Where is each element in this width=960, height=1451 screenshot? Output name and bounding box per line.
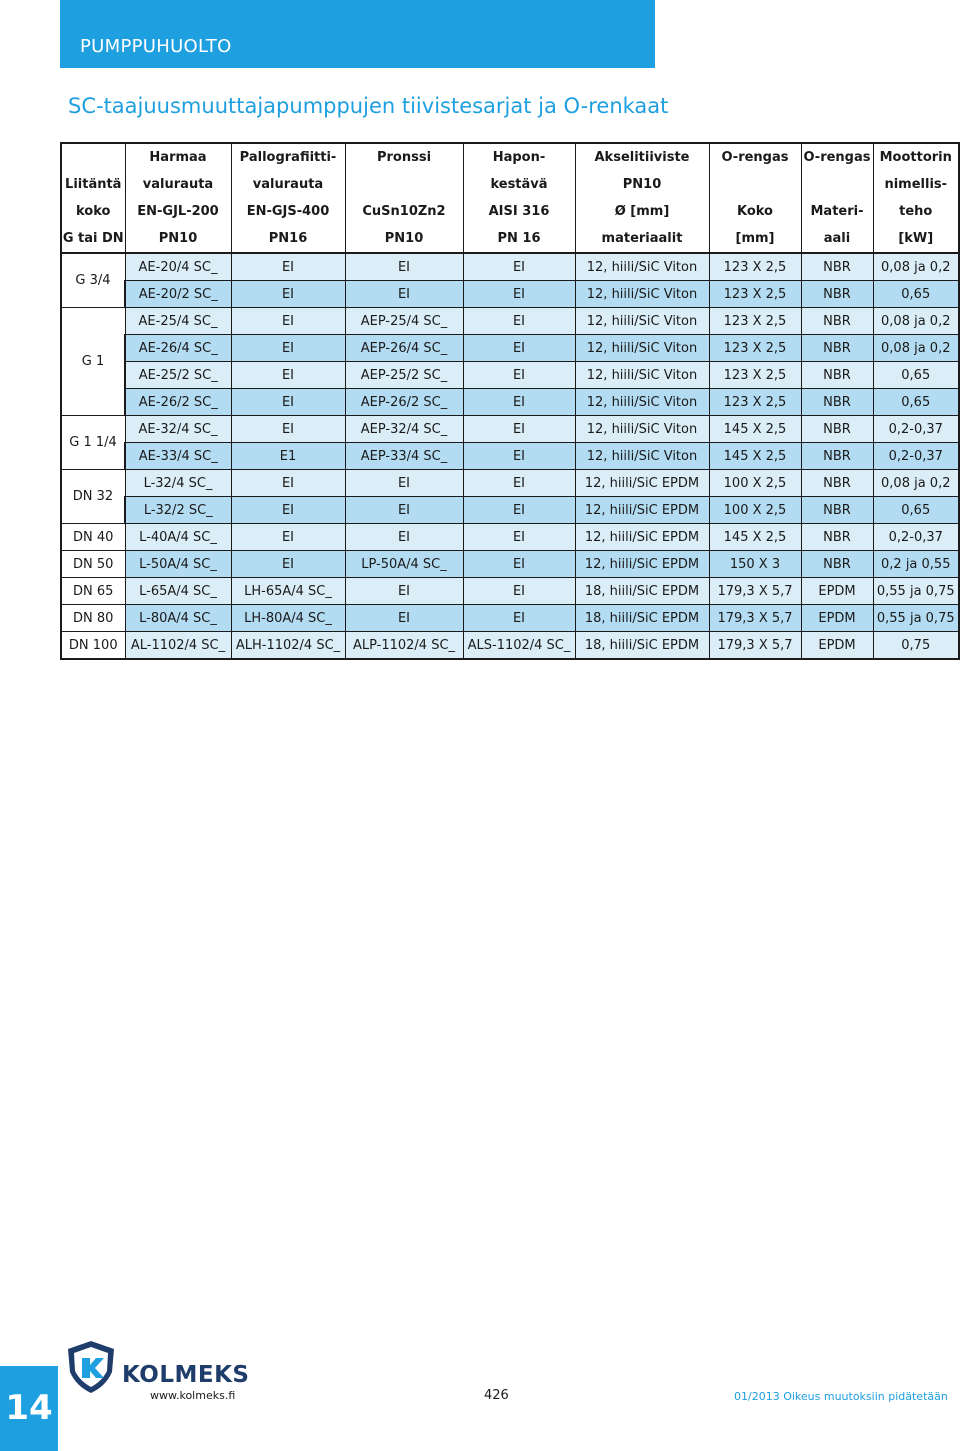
table-row [61, 362, 959, 389]
table-header [61, 143, 959, 253]
connection-size-cell: DN 100 [61, 632, 125, 660]
table-cell: 12, hiili/SiC EPDM [575, 551, 709, 578]
table-cell: EI [345, 605, 463, 632]
table-cell: 179,3 X 5,7 [709, 605, 801, 632]
table-cell: EI [463, 524, 575, 551]
table-cell: 0,65 [873, 281, 959, 308]
table-cell: L-65A/4 SC_ [125, 578, 231, 605]
table-cell: L-50A/4 SC_ [125, 551, 231, 578]
header-row [61, 198, 959, 225]
table-cell: 0,2-0,37 [873, 416, 959, 443]
header-cell: O-rengas [709, 143, 801, 171]
table-cell: 0,65 [873, 389, 959, 416]
table-cell: 145 X 2,5 [709, 524, 801, 551]
connection-size-cell: G 1 [61, 308, 125, 416]
table-cell: AE-26/2 SC_ [125, 389, 231, 416]
header-cell: AISI 316 [463, 198, 575, 225]
table-cell: 12, hiili/SiC EPDM [575, 497, 709, 524]
table-row [61, 335, 959, 362]
table-cell: EI [463, 308, 575, 335]
table-cell: EI [463, 605, 575, 632]
header-cell: [kW] [873, 225, 959, 253]
table-cell: 0,55 ja 0,75 [873, 578, 959, 605]
table-row [61, 308, 959, 335]
table-cell: AE-25/4 SC_ [125, 308, 231, 335]
table-cell: AEP-26/2 SC_ [345, 389, 463, 416]
table-cell: 12, hiili/SiC EPDM [575, 470, 709, 497]
table-cell: EI [231, 281, 345, 308]
table-cell: EI [463, 443, 575, 470]
header-cell: PN10 [125, 225, 231, 253]
table-cell: AEP-32/4 SC_ [345, 416, 463, 443]
table-row [61, 524, 959, 551]
table-cell: NBR [801, 308, 873, 335]
table-row [61, 253, 959, 281]
table-cell: EI [231, 335, 345, 362]
table-cell: EI [231, 416, 345, 443]
table-cell: AE-25/2 SC_ [125, 362, 231, 389]
page-title: SC-taajuusmuuttajapumppujen tiivistesarjat ja O-renkaat [68, 94, 669, 118]
table-cell: NBR [801, 281, 873, 308]
table-cell: EI [463, 470, 575, 497]
header-cell: EN-GJS-400 [231, 198, 345, 225]
table-cell: 123 X 2,5 [709, 308, 801, 335]
table-cell: 0,75 [873, 632, 959, 660]
table-cell: EI [463, 335, 575, 362]
header-cell: EN-GJL-200 [125, 198, 231, 225]
table-cell: 123 X 2,5 [709, 362, 801, 389]
table-cell: 12, hiili/SiC Viton [575, 362, 709, 389]
table-cell: 100 X 2,5 [709, 470, 801, 497]
table-cell: NBR [801, 416, 873, 443]
table-cell: EI [463, 253, 575, 281]
header-cell: O-rengas [801, 143, 873, 171]
table-cell: EPDM [801, 605, 873, 632]
header-cell: aali [801, 225, 873, 253]
page-number: 14 [5, 1388, 53, 1428]
table-cell: 179,3 X 5,7 [709, 578, 801, 605]
table-row [61, 416, 959, 443]
catalog-page-number: 426 [484, 1388, 509, 1403]
table-row [61, 632, 959, 660]
table-cell: L-32/4 SC_ [125, 470, 231, 497]
table-cell: NBR [801, 335, 873, 362]
header-cell: G tai DN [61, 225, 125, 253]
table-row [61, 578, 959, 605]
table-cell: 0,65 [873, 497, 959, 524]
table-cell: 12, hiili/SiC Viton [575, 416, 709, 443]
table-cell: 145 X 2,5 [709, 416, 801, 443]
logo-wordmark: KOLMEKS [122, 1362, 250, 1388]
table-cell: AEP-33/4 SC_ [345, 443, 463, 470]
header-cell: kestävä [463, 171, 575, 198]
header-cell [709, 171, 801, 198]
table-cell: ALH-1102/4 SC_ [231, 632, 345, 660]
table-cell: EI [345, 524, 463, 551]
table-row [61, 551, 959, 578]
table-cell: 0,08 ja 0,2 [873, 253, 959, 281]
seal-kit-table [60, 142, 960, 660]
table-cell: 12, hiili/SiC Viton [575, 443, 709, 470]
table-cell: AE-26/4 SC_ [125, 335, 231, 362]
table-cell: NBR [801, 470, 873, 497]
header-cell: valurauta [231, 171, 345, 198]
table-cell: EI [463, 281, 575, 308]
table-cell: NBR [801, 389, 873, 416]
connection-size-cell: DN 65 [61, 578, 125, 605]
table-cell: 123 X 2,5 [709, 335, 801, 362]
table-cell: ALP-1102/4 SC_ [345, 632, 463, 660]
table-cell: EI [345, 578, 463, 605]
header-cell [801, 171, 873, 198]
table-cell: L-40A/4 SC_ [125, 524, 231, 551]
table-body [61, 253, 959, 659]
table-cell: AE-32/4 SC_ [125, 416, 231, 443]
table-cell: AE-20/4 SC_ [125, 253, 231, 281]
header-cell: Ø [mm] [575, 198, 709, 225]
header-cell: Liitäntä [61, 171, 125, 198]
connection-size-cell: G 3/4 [61, 253, 125, 308]
page-tab [0, 1366, 58, 1451]
table-row [61, 497, 959, 524]
table-cell: 12, hiili/SiC Viton [575, 389, 709, 416]
connection-size-cell: DN 40 [61, 524, 125, 551]
table-cell: EI [231, 253, 345, 281]
header-cell: Hapon- [463, 143, 575, 171]
table-cell: 18, hiili/SiC EPDM [575, 578, 709, 605]
table-cell: EI [463, 497, 575, 524]
header-cell: Pronssi [345, 143, 463, 171]
table-cell: AEP-25/2 SC_ [345, 362, 463, 389]
table-cell: AE-33/4 SC_ [125, 443, 231, 470]
header-cell: koko [61, 198, 125, 225]
table-cell: 0,2-0,37 [873, 443, 959, 470]
table-cell: EI [231, 497, 345, 524]
table-cell: 0,08 ja 0,2 [873, 470, 959, 497]
header-cell: valurauta [125, 171, 231, 198]
header-cell: PN10 [345, 225, 463, 253]
table-cell: LH-80A/4 SC_ [231, 605, 345, 632]
table-cell: 12, hiili/SiC Viton [575, 335, 709, 362]
table-cell: EI [463, 416, 575, 443]
header-cell: Harmaa [125, 143, 231, 171]
table-cell: ALS-1102/4 SC_ [463, 632, 575, 660]
header-cell: CuSn10Zn2 [345, 198, 463, 225]
connection-size-cell: DN 50 [61, 551, 125, 578]
table-cell: NBR [801, 497, 873, 524]
connection-size-cell: G 1 1/4 [61, 416, 125, 470]
table-cell: EI [231, 524, 345, 551]
connection-size-cell: DN 32 [61, 470, 125, 524]
website-link[interactable]: www.kolmeks.fi [150, 1389, 236, 1402]
table-cell: EI [345, 253, 463, 281]
table-row [61, 605, 959, 632]
table-cell: 123 X 2,5 [709, 253, 801, 281]
table-cell: AEP-25/4 SC_ [345, 308, 463, 335]
table-cell: 18, hiili/SiC EPDM [575, 632, 709, 660]
table-cell: EI [345, 497, 463, 524]
header-cell: Moottorin [873, 143, 959, 171]
header-band [60, 0, 655, 68]
header-cell: PN 16 [463, 225, 575, 253]
table-cell: NBR [801, 551, 873, 578]
table-cell: 0,65 [873, 362, 959, 389]
table-cell: EPDM [801, 632, 873, 660]
header-cell: materiaalit [575, 225, 709, 253]
table-row [61, 281, 959, 308]
table-cell: 12, hiili/SiC Viton [575, 281, 709, 308]
header-cell: PN16 [231, 225, 345, 253]
table-cell: EI [463, 551, 575, 578]
table-cell: 0,55 ja 0,75 [873, 605, 959, 632]
table-cell: L-80A/4 SC_ [125, 605, 231, 632]
header-cell [345, 171, 463, 198]
header-row [61, 143, 959, 171]
header-cell: [mm] [709, 225, 801, 253]
table-cell: EI [231, 308, 345, 335]
header-cell: Materi- [801, 198, 873, 225]
table-cell: EPDM [801, 578, 873, 605]
header-cell: teho [873, 198, 959, 225]
table-cell: EI [345, 281, 463, 308]
table-cell: 179,3 X 5,7 [709, 632, 801, 660]
table-cell: 150 X 3 [709, 551, 801, 578]
table-cell: LP-50A/4 SC_ [345, 551, 463, 578]
table-cell: EI [231, 389, 345, 416]
table-cell: 0,08 ja 0,2 [873, 335, 959, 362]
table-cell: 0,2 ja 0,55 [873, 551, 959, 578]
table-row [61, 389, 959, 416]
table-cell: 0,08 ja 0,2 [873, 308, 959, 335]
table-cell: 12, hiili/SiC EPDM [575, 524, 709, 551]
table-cell: EI [231, 362, 345, 389]
header-row [61, 171, 959, 198]
header-cell: Pallografiitti- [231, 143, 345, 171]
table-cell: E1 [231, 443, 345, 470]
table-cell: NBR [801, 362, 873, 389]
table-cell: EI [463, 389, 575, 416]
table-cell: NBR [801, 524, 873, 551]
table-cell: 12, hiili/SiC Viton [575, 308, 709, 335]
header-row [61, 225, 959, 253]
table-cell: 0,2-0,37 [873, 524, 959, 551]
footer-note: 01/2013 Oikeus muutoksiin pidätetään [734, 1390, 948, 1403]
table-cell: AE-20/2 SC_ [125, 281, 231, 308]
table-row [61, 470, 959, 497]
header-cell [61, 143, 125, 171]
table-cell: EI [345, 470, 463, 497]
header-cell: Akselitiiviste [575, 143, 709, 171]
table-cell: L-32/2 SC_ [125, 497, 231, 524]
table-cell: 123 X 2,5 [709, 389, 801, 416]
table-cell: EI [463, 362, 575, 389]
header-cell: Koko [709, 198, 801, 225]
table-cell: 123 X 2,5 [709, 281, 801, 308]
table-row [61, 443, 959, 470]
table-cell: EI [463, 578, 575, 605]
table-cell: EI [231, 470, 345, 497]
table-cell: AL-1102/4 SC_ [125, 632, 231, 660]
table-cell: 18, hiili/SiC EPDM [575, 605, 709, 632]
header-cell: PN10 [575, 171, 709, 198]
connection-size-cell: DN 80 [61, 605, 125, 632]
table-cell: NBR [801, 443, 873, 470]
table-cell: LH-65A/4 SC_ [231, 578, 345, 605]
table-cell: AEP-26/4 SC_ [345, 335, 463, 362]
table-cell: NBR [801, 253, 873, 281]
table-cell: 12, hiili/SiC Viton [575, 253, 709, 281]
section-title: PUMPPUHUOLTO [80, 36, 232, 57]
table-cell: 100 X 2,5 [709, 497, 801, 524]
table-cell: EI [231, 551, 345, 578]
kolmeks-logo-icon [62, 1338, 120, 1396]
header-cell: nimellis- [873, 171, 959, 198]
table-cell: 145 X 2,5 [709, 443, 801, 470]
